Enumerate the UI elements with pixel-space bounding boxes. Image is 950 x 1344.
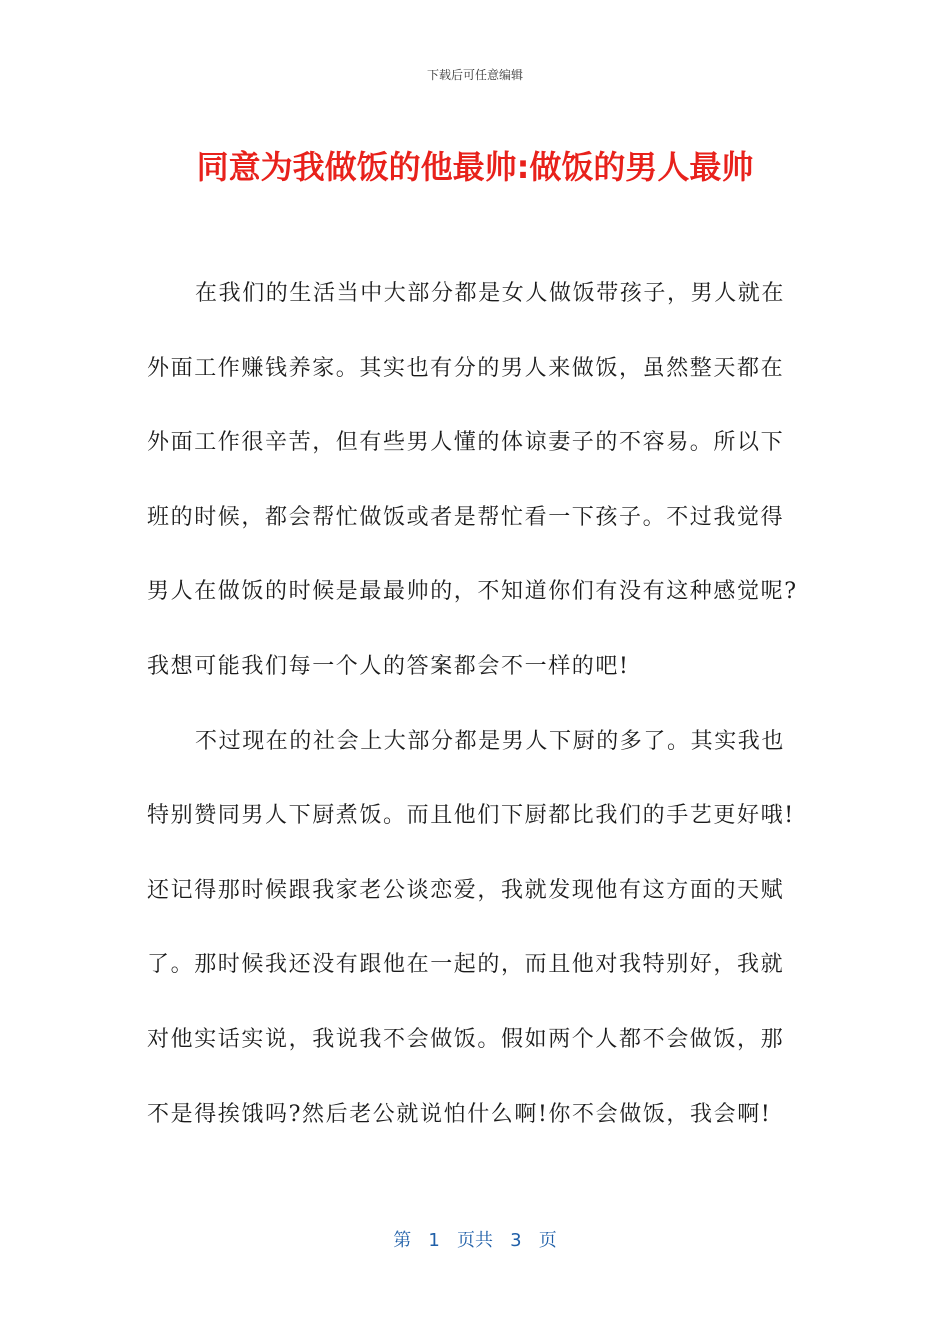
text-line: 男人在做饭的时候是最最帅的，不知道你们有没有这种感觉呢?: [147, 579, 798, 605]
text-line: 还记得那时候跟我家老公谈恋爱，我就发现他有这方面的天赋: [147, 877, 785, 903]
total-pages-number: 3: [510, 1230, 522, 1251]
paragraph-1: [147, 276, 807, 724]
text-line: 特别赞同男人下厨煮饭。而且他们下厨都比我们的手艺更好哦!: [147, 803, 795, 829]
paragraph-2: [147, 724, 807, 1172]
text-line: 了。那时候我还没有跟他在一起的，而且他对我特别好，我就: [147, 952, 785, 978]
text-line: 班的时候，都会帮忙做饭或者是帮忙看一下孩子。不过我觉得: [147, 504, 785, 530]
document-body: [147, 276, 807, 1171]
text-line: 不过现在的社会上大部分都是男人下厨的多了。其实我也: [195, 728, 786, 754]
text-line: 外面工作很辛苦，但有些男人懂的体谅妻子的不容易。所以下: [147, 430, 785, 456]
page-footer: [0, 1226, 950, 1252]
page-middle: 页共: [457, 1230, 493, 1251]
header-note: 下载后可任意编辑: [426, 68, 523, 82]
text-line: 不是得挨饿吗?然后老公就说怕什么啊!你不会做饭，我会啊!: [147, 1101, 772, 1127]
current-page-number: 1: [428, 1230, 440, 1251]
text-line: 外面工作赚钱养家。其实也有分的男人来做饭，虽然整天都在: [147, 355, 785, 381]
text-line: 在我们的生活当中大部分都是女人做饭带孩子，男人就在: [195, 281, 786, 306]
text-line: 对他实话实说，我说我不会做饭。假如两个人都不会做饭，那: [147, 1026, 785, 1052]
document-title: 同意为我做饭的他最帅:做饭的男人最帅: [196, 148, 754, 186]
text-line: 我想可能我们每一个人的答案都会不一样的吧!: [147, 653, 630, 679]
page-suffix: 页: [538, 1230, 557, 1251]
page-prefix: 第: [393, 1230, 412, 1251]
